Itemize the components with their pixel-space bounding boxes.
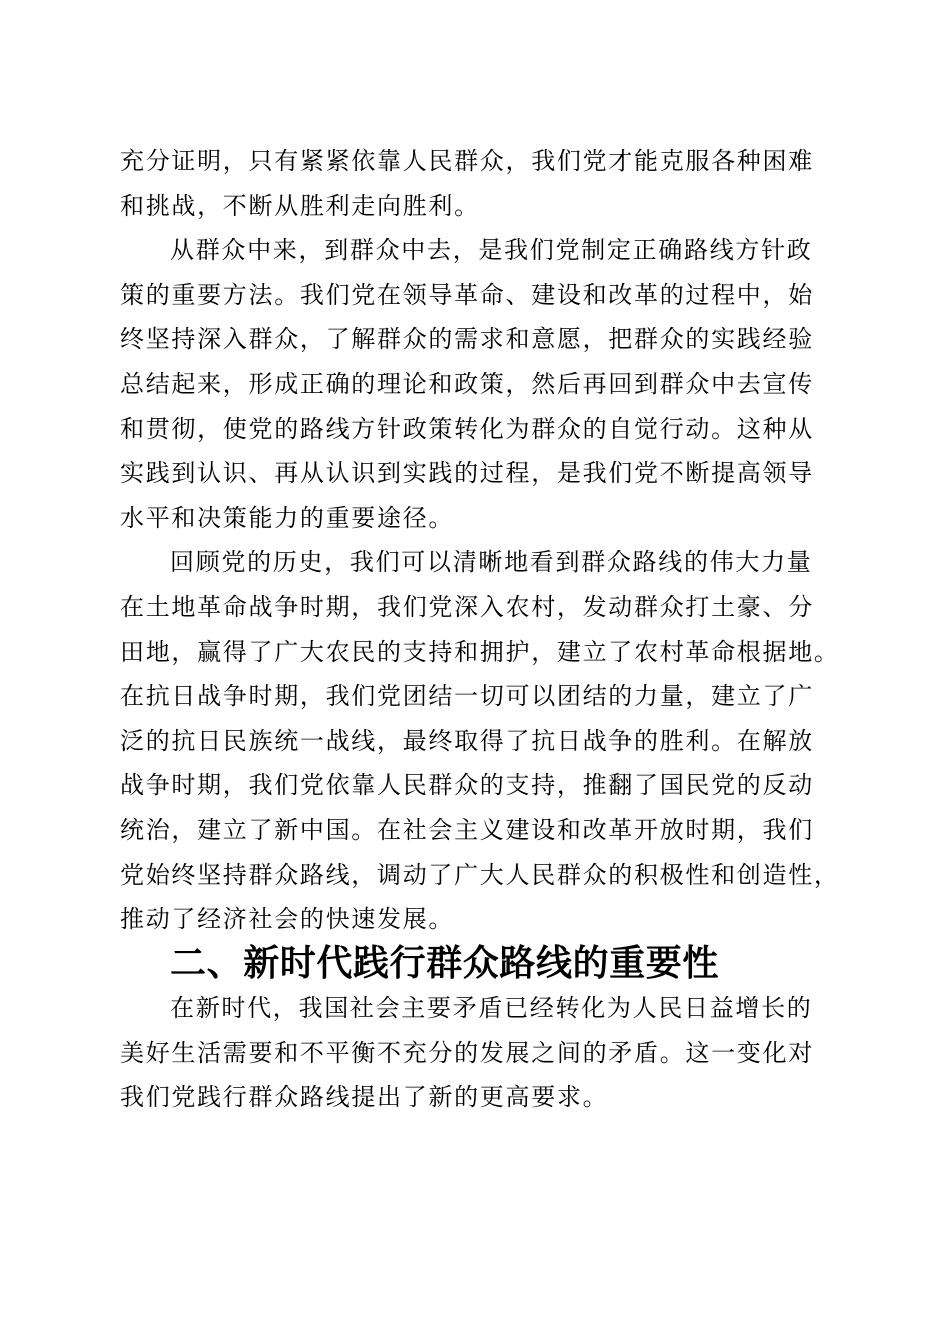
text-line: 终坚持深入群众，了解群众的需求和意愿，把群众的实践经验 <box>120 325 814 354</box>
section-heading: 二、新时代践行群众路线的重要性 <box>170 942 720 984</box>
text-line: 推动了经济社会的快速发展。 <box>120 905 455 934</box>
text-line: 总结起来，形成正确的理论和政策，然后再回到群众中去宣传 <box>120 369 814 398</box>
text-line: 在抗日战争时期，我们党团结一切可以团结的力量，建立了广 <box>120 682 814 711</box>
text-line: 在新时代，我国社会主要矛盾已经转化为人民日益增长的 <box>170 994 813 1023</box>
paragraph-new-era <box>120 986 830 1120</box>
text-line: 策的重要方法。我们党在领导革命、建设和改革的过程中，始 <box>120 280 814 309</box>
text-line: 回顾党的历史，我们可以清晰地看到群众路线的伟大力量 <box>170 548 813 577</box>
text-line: 从群众中来，到群众中去，是我们党制定正确路线方针政 <box>170 236 813 265</box>
text-line: 充分证明，只有紧紧依靠人民群众，我们党才能克服各种困难 <box>120 147 814 175</box>
text-line: 美好生活需要和不平衡不充分的发展之间的矛盾。这一变化对 <box>120 1038 814 1067</box>
text-line: 水平和决策能力的重要途径。 <box>120 503 455 532</box>
text-line: 田地，赢得了广大农民的支持和拥护，建立了农村革命根据地。 <box>120 637 840 666</box>
paragraph-party-history <box>120 540 840 941</box>
document-body <box>120 139 840 1120</box>
text-line: 战争时期，我们党依靠人民群众的支持，推翻了国民党的反动 <box>120 771 814 800</box>
text-line: 统治，建立了新中国。在社会主义建设和改革开放时期，我们 <box>120 815 814 844</box>
text-line: 我们党践行群众路线提出了新的更高要求。 <box>120 1083 609 1112</box>
text-line: 实践到认识、再从认识到实践的过程，是我们党不断提高领导 <box>120 459 814 488</box>
text-line: 泛的抗日民族统一战线，最终取得了抗日战争的胜利。在解放 <box>120 726 814 755</box>
paragraph-continuation <box>120 139 830 228</box>
text-line: 党始终坚持群众路线，调动了广大人民群众的积极性和创造性， <box>120 860 840 889</box>
text-line: 和贯彻，使党的路线方针政策转化为群众的自觉行动。这种从 <box>120 414 814 443</box>
text-line: 在土地革命战争时期，我们党深入农村，发动群众打土豪、分 <box>120 592 814 621</box>
paragraph-mass-line-method <box>120 228 830 540</box>
text-line: 和挑战，不断从胜利走向胜利。 <box>120 191 480 220</box>
